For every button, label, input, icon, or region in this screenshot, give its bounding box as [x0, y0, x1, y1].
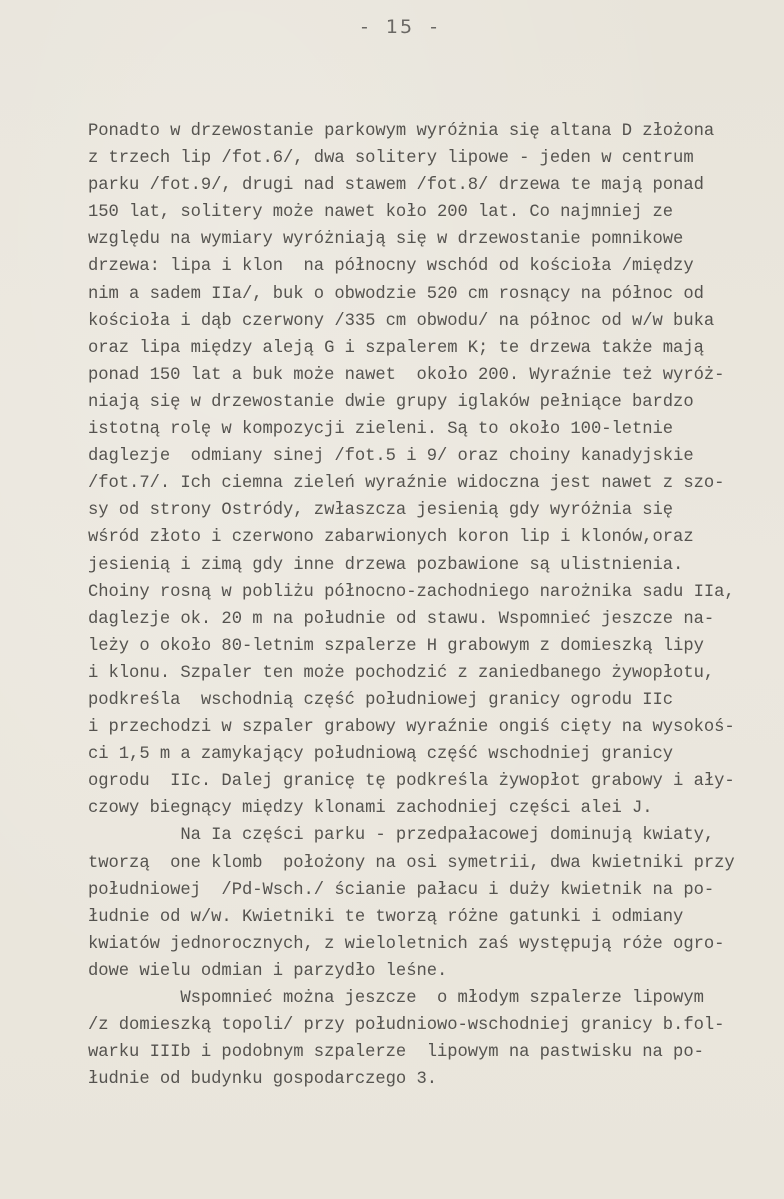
- text-line: ogrodu IIc. Dalej granicę tę podkreśla żywopłot grabowy i ały-: [88, 772, 735, 792]
- text-line: i klonu. Szpaler ten może pochodzić z zaniedbanego żywopłotu,: [88, 663, 715, 683]
- text-line: /fot.7/. Ich ciemna zieleń wyraźnie widoczna jest nawet z szo-: [88, 474, 725, 494]
- text-line: oraz lipa między aleją G i szpalerem K; te drzewa także mają: [88, 338, 704, 358]
- text-line: z trzech lip /fot.6/, dwa solitery lipowe - jeden w centrum: [88, 149, 694, 169]
- text-line: istotną rolę w kompozycji zieleni. Są to około 100-letnie: [88, 420, 674, 440]
- text-line: sy od strony Ostródy, zwłaszcza jesienią gdy wyróżnia się: [88, 501, 674, 521]
- body-text: [88, 118, 768, 1093]
- text-line: nim a sadem IIa/, buk o obwodzie 520 cm rosnący na północ od: [88, 284, 704, 304]
- text-line: dowe wielu odmian i parzydło leśne.: [88, 961, 448, 981]
- paragraph-start-line: Wspomnieć można jeszcze o młodym szpalerze lipowym: [88, 989, 704, 1008]
- text-line: Ponadto w drzewostanie parkowym wyróżnia się altana D złożona: [88, 122, 715, 141]
- text-line: leży o około 80-letnim szpalerze H grabowym z domieszką lipy: [88, 636, 704, 656]
- text-line: jesienią i zimą gdy inne drzewa pozbawione są ulistnienia.: [88, 555, 684, 575]
- text-line: czowy biegnący między klonami zachodniej części alei J.: [88, 799, 653, 819]
- text-line: wśród złoto i czerwono zabarwionych koron lip i klonów,oraz: [88, 528, 694, 548]
- text-line: tworzą one klomb położony na osi symetrii, dwa kwietniki przy: [88, 853, 735, 873]
- text-line: /z domieszką topoli/ przy południowo-wschodniej granicy b.fol-: [88, 1016, 725, 1036]
- text-line: południowej /Pd-Wsch./ ścianie pałacu i duży kwietnik na po-: [88, 880, 715, 900]
- text-line: łudnie od w/w. Kwietniki te tworzą różne gatunki i odmiany: [88, 907, 684, 927]
- text-line: i przechodzi w szpaler grabowy wyraźnie ongiś cięty na wysokoś-: [88, 718, 735, 738]
- text-line: 150 lat, solitery może nawet koło 200 lat. Co najmniej ze: [88, 203, 674, 223]
- paragraph-start-line: Na Ia części parku - przedpałacowej dominują kwiaty,: [88, 826, 715, 846]
- text-line: kwiatów jednorocznych, z wieloletnich zaś występują róże ogro-: [88, 934, 725, 954]
- text-line: parku /fot.9/, drugi nad stawem /fot.8/ drzewa te mają ponad: [88, 176, 704, 196]
- text-line: względu na wymiary wyróżniają się w drzewostanie pomnikowe: [88, 230, 684, 250]
- text-line: ponad 150 lat a buk może nawet około 200. Wyraźnie też wyróż-: [88, 365, 725, 385]
- text-line: warku IIIb i podobnym szpalerze lipowym na pastwisku na po-: [88, 1043, 704, 1063]
- text-line: niają się w drzewostanie dwie grupy iglaków pełniące bardzo: [88, 392, 694, 412]
- page-number: - 15 -: [360, 16, 440, 38]
- text-line: daglezje odmiany sinej /fot.5 i 9/ oraz choiny kanadyjskie: [88, 447, 694, 467]
- text-line: łudnie od budynku gospodarczego 3.: [88, 1070, 437, 1090]
- text-line: drzewa: lipa i klon na północny wschód od kościoła /między: [88, 257, 694, 277]
- text-line: ci 1,5 m a zamykający południową część wschodniej granicy: [88, 745, 674, 765]
- text-line: daglezje ok. 20 m na południe od stawu. Wspomnieć jeszcze na-: [88, 609, 715, 629]
- text-line: kościoła i dąb czerwony /335 cm obwodu/ na północ od w/w buka: [88, 311, 715, 331]
- text-line: podkreśla wschodnią część południowej granicy ogrodu IIc: [88, 690, 674, 710]
- text-line: Choiny rosną w pobliżu północno-zachodniego narożnika sadu IIa,: [88, 582, 735, 602]
